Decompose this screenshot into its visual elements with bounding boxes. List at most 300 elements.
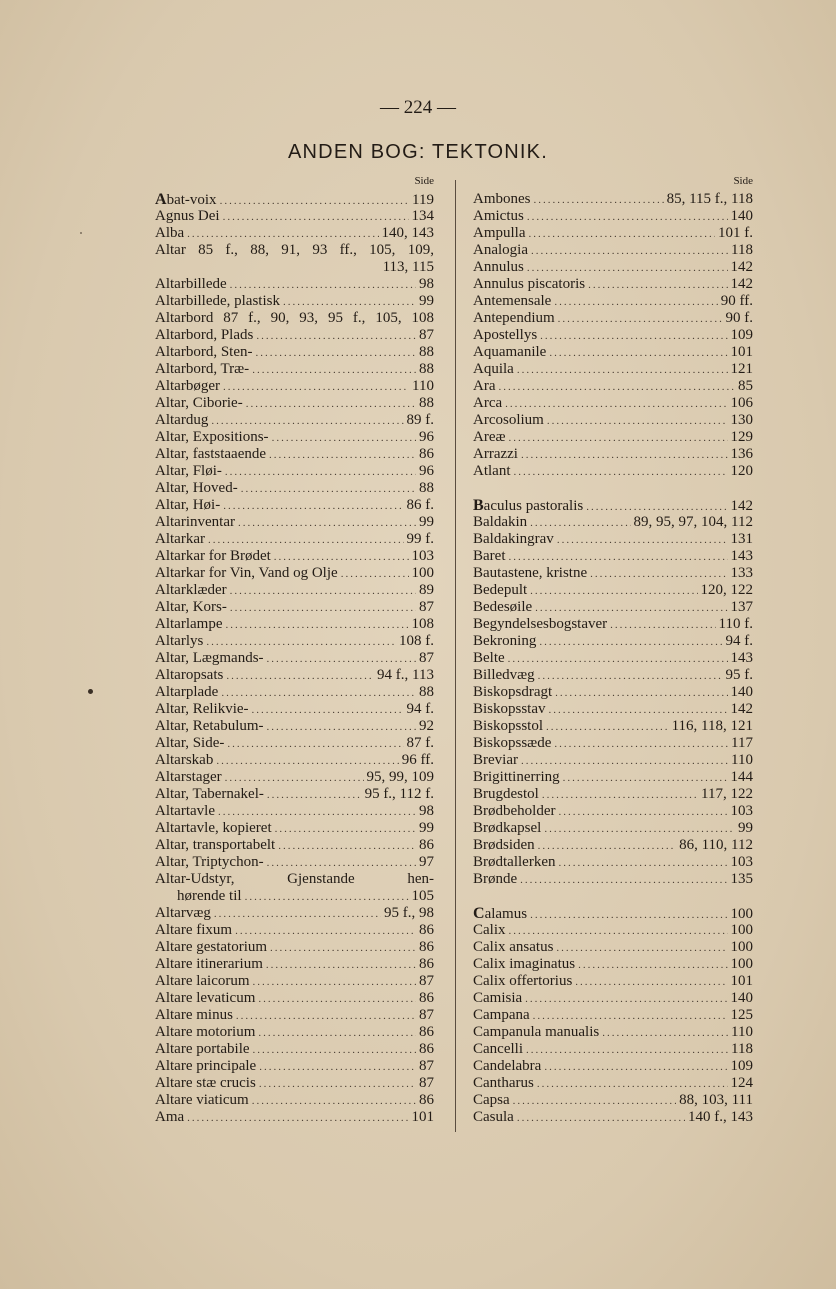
entry-pages: 99 [419,514,434,530]
leader-dots [259,1059,416,1076]
index-entry [155,395,434,412]
index-entry [473,871,753,888]
entry-term: Aquamanile [473,344,547,360]
index-entry [473,1109,753,1126]
index-entry [155,769,434,786]
entry-term: Altarkar for Vin, Vand og Olje [155,565,338,581]
index-entry [155,820,434,837]
entry-pages: 90 ff. [720,293,753,309]
index-entry [155,939,434,956]
entry-pages: 129 [730,429,753,445]
entry-pages: 143 [730,650,753,666]
index-entry [473,242,753,259]
entry-term: Altar, Høi- [155,497,221,513]
leader-dots [508,549,727,566]
index-entry [473,650,753,667]
entry-pages: 99 [419,293,434,309]
leader-dots [245,889,409,906]
index-entry [155,225,434,242]
entry-term: Annulus [473,259,524,275]
leader-dots [521,447,728,464]
index-entry [155,599,434,616]
entry-pages: 117 [731,735,753,751]
entry-pages: 85, 115 f., 118 [666,191,753,207]
index-entry [473,208,753,225]
entry-pages: 97 [419,854,434,870]
leader-dots [558,855,727,872]
entry-term: Altarlampe [155,616,223,632]
entry-term: Atlant [473,463,511,479]
leader-dots [214,906,381,923]
index-entry [473,293,753,310]
entry-pages: 109 [730,1058,753,1074]
leader-dots [252,702,404,719]
entry-term: Apostellys [473,327,538,343]
entry-term: Altar, Side- [155,735,225,751]
index-entry [155,293,434,310]
index-entry [155,565,434,582]
entry-term: Biskopsdragt [473,684,553,700]
entry-pages: 96 [419,429,434,445]
leader-dots [208,532,404,549]
leader-dots [278,838,416,855]
index-entry [155,922,434,939]
leader-dots [341,566,409,583]
leader-dots [255,345,416,362]
leader-dots [602,1025,728,1042]
entry-term: Altar, Fløi- [155,463,222,479]
index-entry [155,276,434,293]
entry-pages: 142 [730,276,753,292]
leader-dots [223,498,403,515]
index-entry [473,259,753,276]
entry-pages: 96 [419,463,434,479]
entry-term: Ama [155,1109,185,1125]
entry-pages: 89 [419,582,434,598]
entry-term: Altarbillede [155,276,227,292]
leader-dots [531,243,728,260]
leader-dots [230,277,416,294]
leader-dots [526,1042,728,1059]
index-entry [473,837,753,854]
entry-term: Biskopsstav [473,701,546,717]
leader-dots [187,226,378,243]
entry-pages: 137 [730,599,753,615]
entry-term: Amictus [473,208,524,224]
entry-term: Altartavle [155,803,215,819]
index-entry [473,412,753,429]
entry-term: Ara [473,378,496,394]
leader-dots [557,532,728,549]
entry-pages: 118 [731,1041,753,1057]
leader-dots [216,753,398,770]
entry-term: Cantharus [473,1075,534,1091]
leader-dots [225,770,364,787]
entry-pages: 87 [419,650,434,666]
entry-pages: 144 [730,769,753,785]
index-entry [155,786,434,803]
entry-pages: 140 [730,684,753,700]
entry-term: Altarkar for Brødet [155,548,271,564]
entry-pages: 88 [419,480,434,496]
entry-term: Altar, Triptychon- [155,854,264,870]
entry-term: Altarbord, Træ- [155,361,250,377]
index-entry [155,888,434,905]
leader-dots [270,940,416,957]
index-entry [155,633,434,650]
entry-pages: 98 [419,276,434,292]
index-entry [155,191,434,208]
entry-pages: 108 [411,616,434,632]
index-entry [155,242,434,259]
index-entry [155,735,434,752]
entry-term: Altar, Kors- [155,599,227,615]
entry-term: Calix imaginatus [473,956,576,972]
entry-pages: 86 [419,922,434,938]
entry-pages: 98 [419,803,434,819]
entry-pages: 101 [411,1109,434,1125]
index-entry [155,854,434,871]
entry-pages: 89, 95, 97, 104, 112 [633,514,753,530]
index-entry [473,327,753,344]
leader-dots [221,685,416,702]
leader-dots [267,855,416,872]
entry-term: Altarbord 87 f., 90, 93, 95 f., 105, 108 [155,310,434,326]
entry-pages: 96 ff. [401,752,434,768]
entry-term: Abat-voix [155,191,217,208]
entry-pages: 118 [731,242,753,258]
index-entry [155,259,434,276]
index-entry [155,956,434,973]
entry-term: Bautastene, kristne [473,565,588,581]
leader-dots [546,719,669,736]
index-entry [155,463,434,480]
leader-dots [236,1008,416,1025]
index-entry [155,1007,434,1024]
entry-pages: 125 [730,1007,753,1023]
entry-pages: 101 f. [718,225,753,241]
entry-pages: 134 [411,208,434,224]
leader-dots [527,260,728,277]
entry-term: Altar 85 f., 88, 91, 93 ff., 105, 109, [155,242,434,258]
entry-pages: 92 [419,718,434,734]
index-entry [473,565,753,582]
entry-term: Billedvæg [473,667,535,683]
leader-dots [538,838,676,855]
side-label: Side [414,175,434,187]
index-column-right [473,175,753,1126]
entry-pages: 86 [419,939,434,955]
leader-dots [556,940,727,957]
entry-pages: 88 [419,395,434,411]
index-entry [473,446,753,463]
leader-dots [227,736,403,753]
entry-term: Altar, Lægmands- [155,650,264,666]
entry-term: Altarplade [155,684,219,700]
entry-pages: 86 [419,1041,434,1057]
entry-pages: 87 f. [406,735,434,751]
leader-dots [258,991,416,1008]
index-entry [473,990,753,1007]
entry-term: Altare gestatorium [155,939,268,955]
entry-term: Breviar [473,752,518,768]
leader-dots [521,753,728,770]
entry-pages: 101 [730,973,753,989]
index-entry [155,429,434,446]
entry-pages: 103 [730,803,753,819]
leader-dots [554,736,728,753]
entry-term: Aquila [473,361,514,377]
index-entry [473,225,753,242]
entry-term: Altarbord, Sten- [155,344,253,360]
entry-pages: 99 [738,820,753,836]
entry-term: Capsa [473,1092,510,1108]
entry-pages: 133 [730,565,753,581]
leader-dots [530,515,630,532]
entry-term: Altarbillede, plastisk [155,293,280,309]
leader-dots [549,345,727,362]
index-entry [155,1109,434,1126]
entry-pages: 100 [730,956,753,972]
leader-dots [538,668,723,685]
leader-dots [517,362,728,379]
index-entry [473,786,753,803]
leader-dots [252,362,416,379]
entry-term: Altarvæg [155,905,211,921]
index-entry [473,752,753,769]
entry-term: Calix offertorius [473,973,573,989]
entry-pages: 86 f. [406,497,434,513]
leader-dots [230,583,416,600]
index-entry [155,412,434,429]
leader-dots [269,447,416,464]
entry-term: Belte [473,650,505,666]
entry-term: Campanula manualis [473,1024,600,1040]
leader-dots [206,634,396,651]
entry-pages: 86 [419,1024,434,1040]
index-entry [473,684,753,701]
leader-dots [226,668,374,685]
entry-pages: 140 [730,208,753,224]
entry-pages: 95 f. [725,667,753,683]
index-entry [155,1041,434,1058]
section-heading: ANDEN BOG: TEKTONIK. [288,141,548,163]
entry-pages: 130 [730,412,753,428]
leader-dots [267,651,416,668]
entry-term: Antependium [473,310,555,326]
entry-pages: 140, 143 [381,225,434,241]
leader-dots [533,1008,728,1025]
entry-pages: 88 [419,344,434,360]
leader-dots [542,787,698,804]
leader-dots [554,294,717,311]
entry-term: Altare itinerarium [155,956,263,972]
entry-pages: 94 f., 113 [377,667,434,683]
index-entry [473,820,753,837]
entry-term: Altare principale [155,1058,257,1074]
leader-dots [575,974,727,991]
index-entry [473,973,753,990]
entry-pages: 100 [730,922,753,938]
index-entry [473,531,753,548]
entry-pages: 140 f., 143 [688,1109,753,1125]
leader-dots [238,515,416,532]
index-entry [473,735,753,752]
index-entry [155,514,434,531]
entry-term: Cancelli [473,1041,523,1057]
leader-dots [509,923,728,940]
leader-dots [230,600,416,617]
leader-dots [253,974,416,991]
entry-pages: 110 [412,378,434,394]
index-entry [473,939,753,956]
entry-term: Brigittinerring [473,769,560,785]
entry-term: Campana [473,1007,530,1023]
entry-term: Altartavle, kopieret [155,820,272,836]
index-entry [473,548,753,565]
leader-dots [225,617,408,634]
entry-pages: 100 [730,939,753,955]
entry-term: Altarstager [155,769,222,785]
index-entry [473,905,753,922]
index-entry [473,922,753,939]
paper-speck [80,232,82,234]
index-entry [155,616,434,633]
leader-dots [267,719,416,736]
index-entry [473,191,753,208]
entry-term: Bedesøile [473,599,533,615]
entry-pages: 135 [730,871,753,887]
entry-term: Bekroning [473,633,537,649]
leader-dots [530,583,697,600]
index-entry [473,276,753,293]
leader-dots [517,1110,685,1127]
entry-term: Altare levaticum [155,990,256,1006]
index-entry [155,973,434,990]
entry-pages: 86 [419,837,434,853]
index-entry [155,667,434,684]
entry-pages: 108 f. [399,633,434,649]
entry-term: Calix [473,922,506,938]
leader-dots [513,1093,676,1110]
entry-term: Altare laicorum [155,973,250,989]
entry-pages: 120 [730,463,753,479]
index-entry [473,1041,753,1058]
leader-dots [534,192,664,209]
entry-pages: 95 f., 98 [384,905,434,921]
entry-term: Altarkar [155,531,205,547]
entry-term: Altar-Udstyr, Gjenstande hen- [155,871,434,887]
entry-term: Altare stæ crucis [155,1075,256,1091]
entry-pages: 87 [419,599,434,615]
entry-term: Casula [473,1109,514,1125]
leader-dots [527,209,728,226]
entry-term: Altar, Expositions- [155,429,269,445]
index-entry [155,1024,434,1041]
leader-dots [549,702,728,719]
index-entry [473,1092,753,1109]
entry-term: Antemensale [473,293,552,309]
leader-dots [514,464,728,481]
entry-term: Altare portabile [155,1041,250,1057]
entry-pages: 116, 118, 121 [671,718,753,734]
entry-term: Altar, Hoved- [155,480,238,496]
entry-term: Agnus Dei [155,208,220,224]
entry-term: Begyndelsesbogstaver [473,616,608,632]
entry-pages: 99 f. [406,531,434,547]
entry-pages: 87 [419,973,434,989]
index-column-left [155,175,434,1126]
entry-term: Bedepult [473,582,528,598]
entry-term: Ambones [473,191,531,207]
index-entry [155,327,434,344]
leader-dots [539,634,722,651]
index-entry [155,1092,434,1109]
entry-term: Altar, Retabulum- [155,718,264,734]
entry-pages: 87 [419,1058,434,1074]
leader-dots [558,804,727,821]
index-entry [155,344,434,361]
entry-term: Altarlys [155,633,204,649]
leader-dots [283,294,416,311]
leader-dots [530,907,727,924]
entry-term: Altare fixum [155,922,233,938]
entry-pages: 131 [730,531,753,547]
leader-dots [258,1025,416,1042]
entry-term: Baret [473,548,506,564]
entry-pages: 88, 103, 111 [679,1092,753,1108]
leader-dots [578,957,727,974]
index-entry [155,378,434,395]
index-entry [155,871,434,888]
leader-dots [520,872,727,889]
entry-term: Areæ [473,429,506,445]
entry-term: Alba [155,225,185,241]
index-entry [155,905,434,922]
index-entry [155,752,434,769]
leader-dots [610,617,715,634]
index-entry [473,463,753,480]
leader-dots [558,311,723,328]
leader-dots [266,957,416,974]
leader-dots [225,464,416,481]
entry-pages: 110 [731,752,753,768]
index-entry [155,701,434,718]
entry-term: Altardug [155,412,209,428]
entry-term: Biskopssæde [473,735,552,751]
entry-term: Annulus piscatoris [473,276,586,292]
index-entry [473,429,753,446]
entry-term: Altar, Ciborie- [155,395,243,411]
entry-term: Altare minus [155,1007,233,1023]
paper-speck [88,689,93,694]
leader-dots [563,770,728,787]
entry-pages: 88 [419,361,434,377]
leader-dots [259,1076,416,1093]
entry-pages: 86 [419,446,434,462]
entry-pages: 90 f. [725,310,753,326]
leader-dots [499,379,736,396]
index-entries-right [473,191,753,1126]
entry-pages: 86, 110, 112 [679,837,753,853]
entry-pages: 94 f. [725,633,753,649]
entry-term: Altarskab [155,752,214,768]
index-entry [155,650,434,667]
entry-term: Calix ansatus [473,939,554,955]
index-entry [473,310,753,327]
entry-pages: 103 [730,854,753,870]
index-entry [473,718,753,735]
